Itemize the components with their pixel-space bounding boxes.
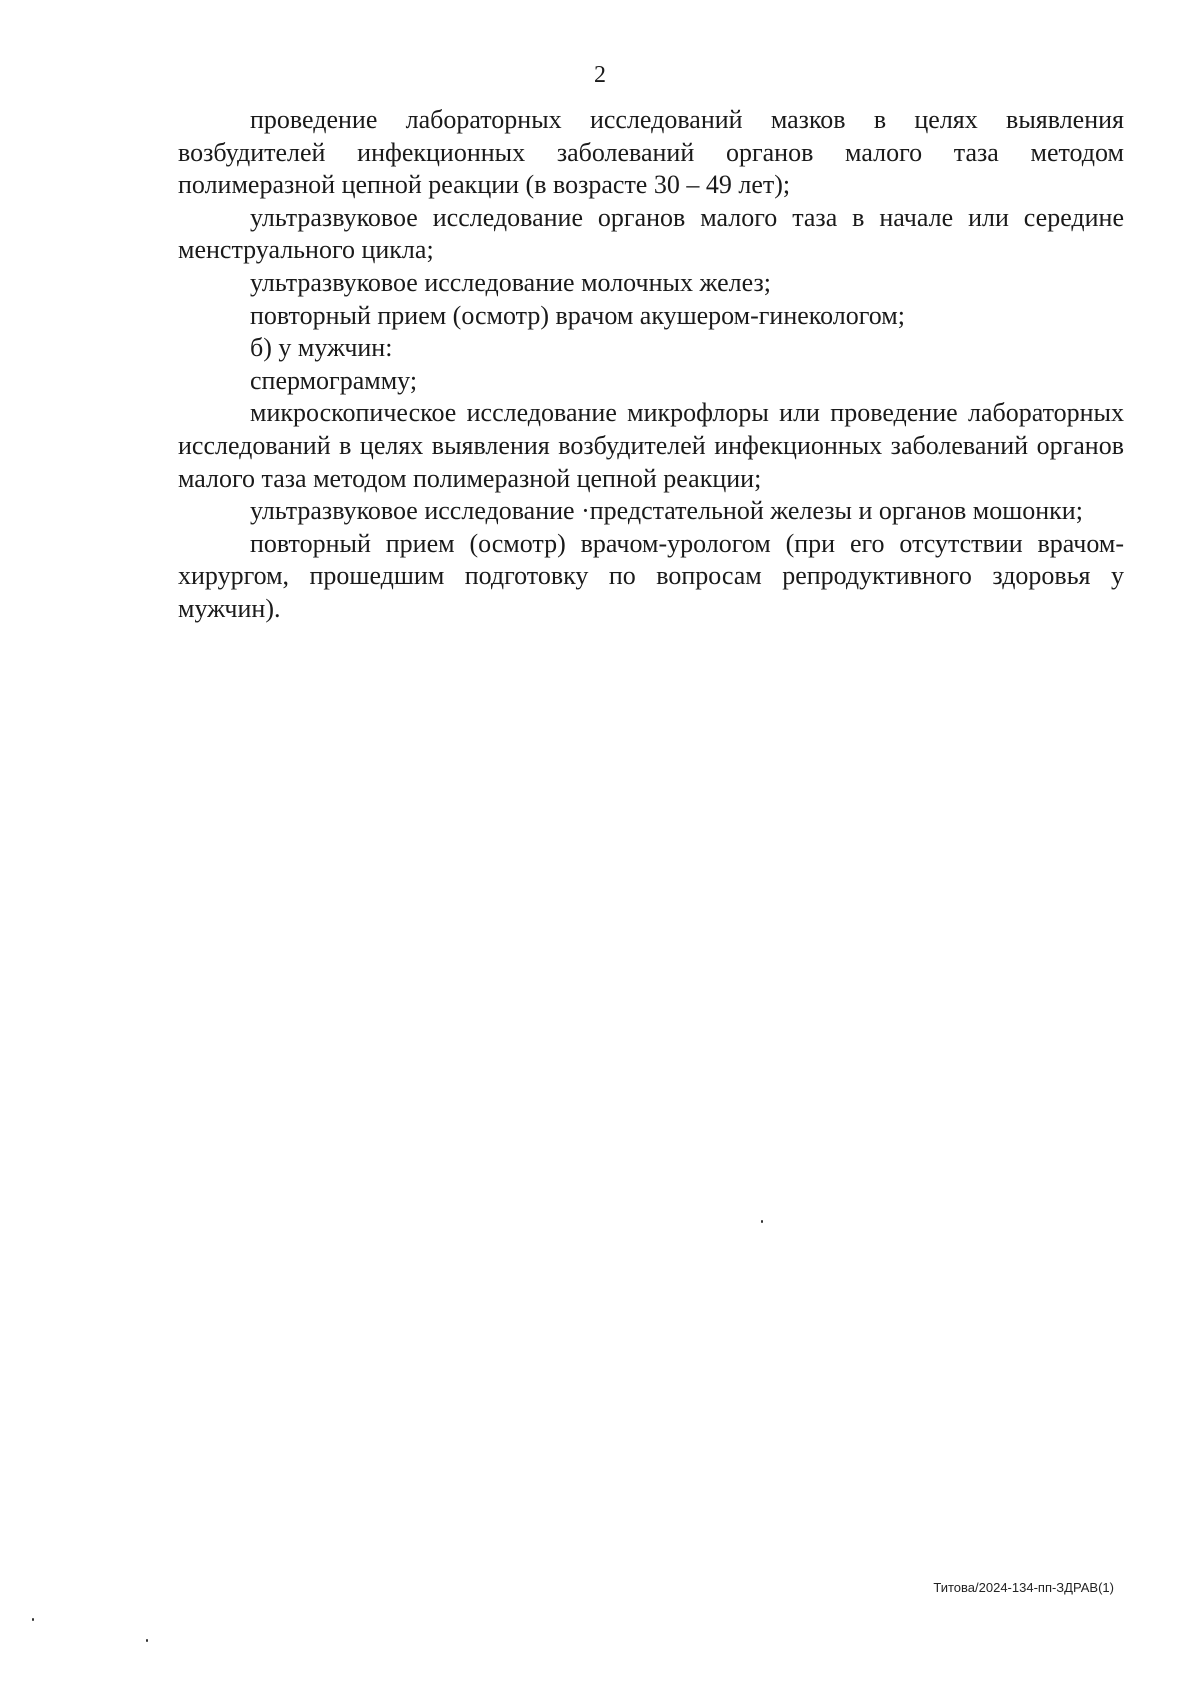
document-body [178, 104, 1124, 626]
scan-speck [32, 1618, 34, 1621]
paragraph-men-heading: б) у мужчин: [250, 333, 393, 363]
paragraph-pcr-smears: проведение лабораторных исследований мазков в целях выявления возбудителей инфекционных заболеваний органов малого таза методом полимеразной цепной реакции (в возрасте 30 – 49 лет); [178, 105, 1124, 200]
footer-document-reference: Титова/2024-134-пп-ЗДРАВ(1) [933, 1580, 1114, 1595]
scan-speck [146, 1639, 148, 1642]
paragraph-spermogram: спермограмму; [250, 365, 418, 395]
paragraph-breast-ultrasound: ультразвуковое исследование молочных желез; [250, 267, 771, 297]
scan-speck [761, 1220, 763, 1223]
paragraph-microflora: микроскопическое исследование микрофлоры или проведение лабораторных исследований в целях выявления возбудителей инфекционных заболеваний органов малого таза методом полимеразной цепной реакции; [178, 398, 1124, 493]
paragraph-urologist-visit: повторный прием (осмотр) врачом-урологом (при его отсутствии врачом-хирургом, прошедшим подготовку по вопросам репродуктивного здоровья у мужчин). [178, 528, 1124, 623]
page-number: 2 [594, 62, 606, 88]
paragraph-gynecologist-visit: повторный прием (осмотр) врачом акушером-гинекологом; [250, 300, 905, 330]
paragraph-prostate-ultrasound: ультразвуковое исследование ·предстательной железы и органов мошонки; [250, 496, 1083, 526]
paragraph-pelvic-ultrasound: ультразвуковое исследование органов малого таза в начале или середине менструального цикла; [178, 202, 1124, 265]
